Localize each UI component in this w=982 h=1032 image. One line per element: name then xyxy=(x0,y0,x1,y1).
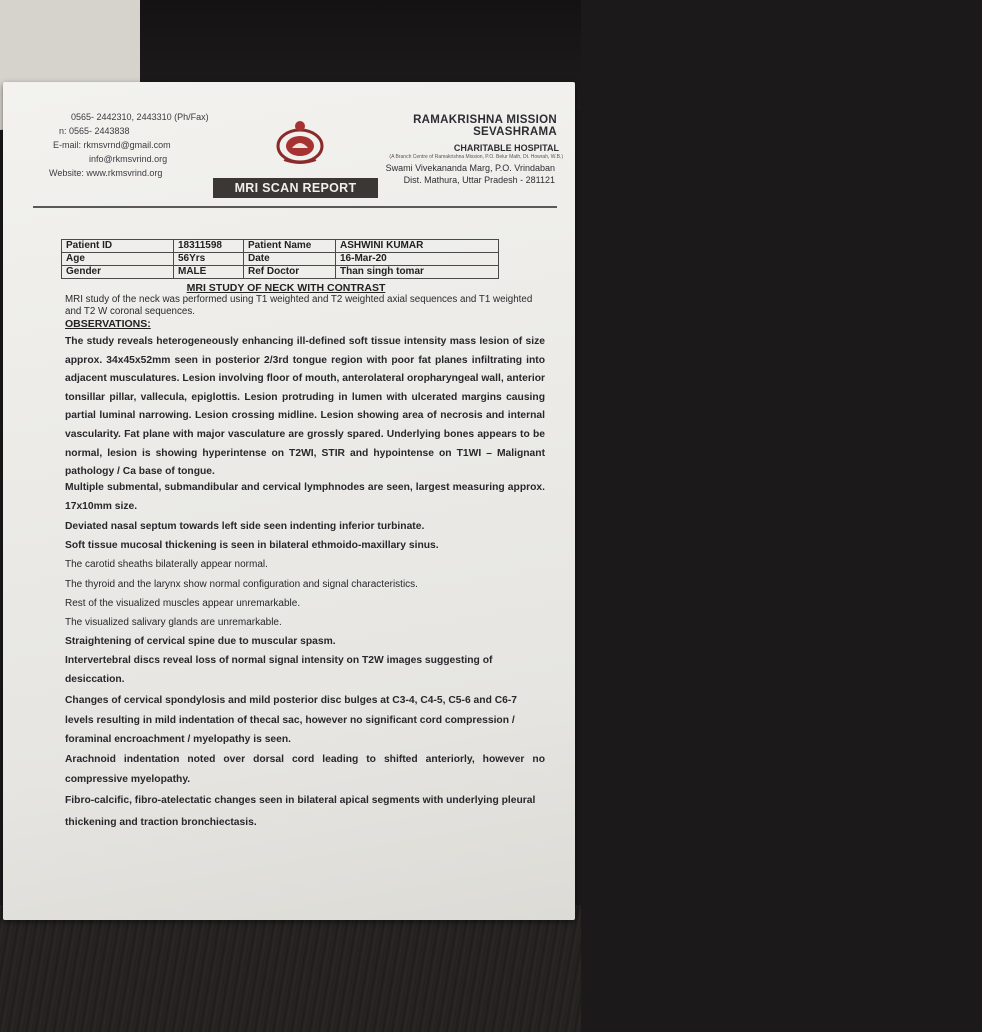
org-address-2: Dist. Mathura, Uttar Pradesh - 281121 xyxy=(403,175,555,185)
observation-paragraph: The study reveals heterogeneously enhancing ill-defined soft tissue intensity mass lesion of size approx. 34x45x52mm seen in posterior 2/3rd tongue region with poor fat planes infiltrating into adjacent musculatures. Lesion involving floor of mouth, anterolateral oropharyngeal wall, anterior tonsillar pillar, vallecula, epiglottis. Lesion protruding in lumen with ulcerated margins causing partial luminal narrowing. Lesion crossing midline. Lesion showing area of necrosis and internal vascularity. Fat plane with major vasculature are grossly spared. Underlying bones appears to be normal, lesion is showing hyperintense on T2WI, STIR and hypointense on T1WI – Malignant pathology / Ca base of tongue. xyxy=(65,336,545,478)
date-label: Date xyxy=(244,253,336,266)
observation-paragraph: Soft tissue mucosal thickening is seen in bilateral ethmoido-maxillary sinus. xyxy=(65,540,439,551)
observation-paragraph: The carotid sheaths bilaterally appear normal. xyxy=(65,559,268,570)
org-address-1: Swami Vivekananda Marg, P.O. Vrindaban xyxy=(385,163,555,173)
ref-doctor-value: Than singh tomar xyxy=(336,266,499,279)
table-row xyxy=(62,266,499,279)
age-label: Age xyxy=(62,253,174,266)
patient-id-label: Patient ID xyxy=(62,240,174,253)
date-value: 16-Mar-20 xyxy=(336,253,499,266)
mission-emblem-icon xyxy=(270,116,330,168)
observation-paragraph: Straightening of cervical spine due to muscular spasm. xyxy=(65,636,336,647)
email: E-mail: rkmsvrnd@gmail.com xyxy=(53,140,171,150)
patient-id-value: 18311598 xyxy=(174,240,244,253)
observation-paragraph: Fibro-calcific, fibro-atelectatic changes seen in bilateral apical segments with underlying pleural thickening and traction bronchiectasis. xyxy=(65,795,536,828)
age-value: 56Yrs xyxy=(174,253,244,266)
org-name: RAMAKRISHNA MISSION SEVASHRAMA xyxy=(413,114,557,138)
website: Website: www.rkmsvrind.org xyxy=(49,168,163,178)
observation-paragraph: Intervertebral discs reveal loss of normal signal intensity on T2W images suggesting of desiccation. xyxy=(65,655,493,685)
study-intro: MRI study of the neck was performed using T1 weighted and T2 weighted axial sequences and T1 weighted and T2 W coronal sequences. xyxy=(65,294,533,317)
phone-fax: 0565- 2442310, 2443310 (Ph/Fax) xyxy=(71,112,209,122)
observation-paragraph: Arachnoid indentation noted over dorsal cord leading to shifted anteriorly, however no compressive myelopathy. xyxy=(65,754,545,785)
ref-doctor-label: Ref Doctor xyxy=(244,266,336,279)
report-title: MRI SCAN REPORT xyxy=(213,178,378,198)
gender-value: MALE xyxy=(174,266,244,279)
header-divider xyxy=(33,206,557,208)
observation-paragraph: Rest of the visualized muscles appear unremarkable. xyxy=(65,598,301,609)
org-branch: (A Branch Centre of Ramakrishna Mission, P.O. Belur Math, Dt. Howrah, W.B.) xyxy=(389,154,563,160)
observation-paragraph: Multiple submental, submandibular and cervical lymphnodes are seen, largest measuring approx. 17x10mm size. xyxy=(65,482,545,512)
phone: n: 0565- 2443838 xyxy=(59,126,130,136)
table-row xyxy=(62,240,499,253)
email-info: info@rkmsvrind.org xyxy=(89,154,168,164)
observation-paragraph: Changes of cervical spondylosis and mild posterior disc bulges at C3-4, C4-5, C5-6 and C6-7 levels resulting in mild indentation of thecal sac, however no significant cord compression / foraminal encroachment / myelopathy is seen. xyxy=(65,695,518,746)
observations-heading: OBSERVATIONS: xyxy=(65,318,151,330)
report-page xyxy=(3,82,821,920)
table-row xyxy=(62,253,499,266)
patient-name-value: ASHWINI KUMAR xyxy=(336,240,499,253)
gender-label: Gender xyxy=(62,266,174,279)
patient-info-table xyxy=(61,239,499,279)
patient-name-label: Patient Name xyxy=(244,240,336,253)
observation-paragraph: The thyroid and the larynx show normal configuration and signal characteristics. xyxy=(65,579,418,590)
watermark: ​ xyxy=(748,828,821,885)
observation-paragraph: Deviated nasal septum towards left side seen indenting inferior turbinate. xyxy=(65,521,425,532)
contact-block xyxy=(49,110,249,180)
org-subtitle: CHARITABLE HOSPITAL xyxy=(453,143,559,153)
study-title: MRI STUDY OF NECK WITH CONTRAST xyxy=(186,282,386,294)
organization-header xyxy=(333,114,563,186)
observation-paragraph: The visualized salivary glands are unremarkable. xyxy=(65,617,282,628)
background-surface xyxy=(0,905,581,1032)
